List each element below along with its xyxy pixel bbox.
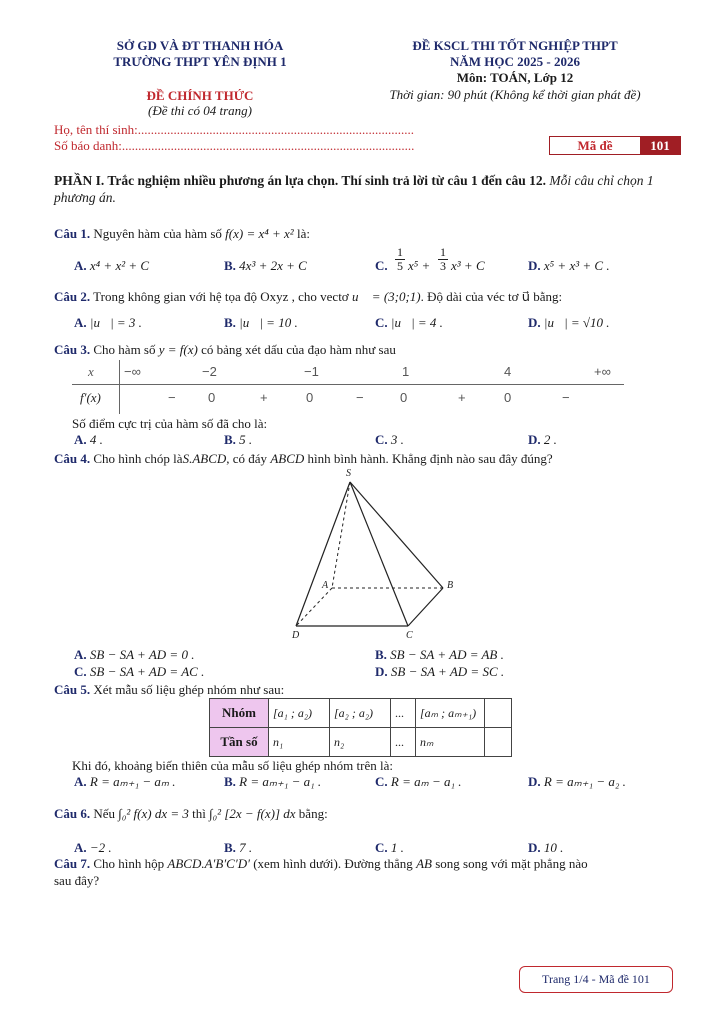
pages-note: (Đề thi có 04 trang) xyxy=(148,103,252,118)
label-c: C xyxy=(406,630,413,640)
q5-option-c[interactable]: C. R = aₘ − a₁ . xyxy=(375,774,462,789)
subject: Môn: TOÁN, Lớp 12 xyxy=(456,70,574,85)
edge-ad xyxy=(296,588,332,626)
department-name: SỞ GD VÀ ĐT THANH HÓA xyxy=(116,38,284,53)
sign-table-divider xyxy=(72,384,624,385)
exam-code-box xyxy=(549,136,681,155)
exam-time: Thời gian: 90 phút (Không kể thời gian phát đề) xyxy=(389,87,641,102)
official-label: ĐỀ CHÍNH THỨC xyxy=(146,88,254,103)
q3-option-b[interactable]: B. 5 . xyxy=(224,432,253,447)
q1-option-b[interactable]: B. 4x³ + 2x + C xyxy=(224,258,307,273)
q5-option-b[interactable]: B. R = aₘ₊₁ − a₁ . xyxy=(224,774,322,789)
q5-option-a[interactable]: A. R = aₘ₊₁ − aₘ . xyxy=(74,774,176,789)
q3-option-c[interactable]: C. 3 . xyxy=(375,432,404,447)
question-4: Câu 4. Cho hình chóp làS.ABCD, có đáy ABCD hình bình hành. Khẳng định nào sau đây đúng? xyxy=(54,451,553,466)
q4-option-c[interactable]: C. SB − SA + AD = AC . xyxy=(74,664,205,679)
q2-option-d[interactable]: D. |u⃗| = √10 . xyxy=(528,315,610,330)
q2-option-b[interactable]: B. |u⃗| = 10 . xyxy=(224,315,298,330)
exam-code-label: Mã đề xyxy=(577,138,613,153)
q1-option-d[interactable]: D. x⁵ + x³ + C . xyxy=(528,258,610,273)
q4-option-d[interactable]: D. SB − SA + AD = SC . xyxy=(375,664,505,679)
sign-table: x f′(x) −∞ −2 −1 1 4 +∞ − 0 + 0 − 0 + 0 − xyxy=(72,360,624,414)
q3-prompt: Số điểm cực trị của hàm số đã cho là: xyxy=(72,416,268,431)
student-name-field[interactable]: Họ, tên thí sinh:..................................................................................... xyxy=(54,122,415,137)
q6-option-d[interactable]: D. 10 . xyxy=(528,840,564,855)
question-1: Câu 1. Nguyên hàm của hàm số f(x) = x⁴ + x² là: xyxy=(54,226,310,241)
question-7: Câu 7. Cho hình hộp ABCD.A′B′C′D′ (xem hình dưới). Đường thẳng AB song song với mặt phẳng nào xyxy=(54,856,588,871)
label-b: B xyxy=(447,580,454,591)
student-id-field[interactable]: Số báo danh:.......................................................................................... xyxy=(54,138,415,153)
q6-option-c[interactable]: C. 1 . xyxy=(375,840,404,855)
label-d: D xyxy=(292,630,300,640)
school-year: NĂM HỌC 2025 - 2026 xyxy=(450,54,580,69)
group-data-table: Nhóm [a₁ ; a₂) [a₂ ; a₂) ... [aₘ ; aₘ₊₁) Tần số n₁ n₂ ... nₘ xyxy=(209,698,512,757)
q5-prompt: Khi đó, khoảng biến thiên của mẫu số liệu ghép nhóm trên là: xyxy=(72,758,393,773)
question-6: Câu 6. Nếu ∫₀² f(x) dx = 3 thì ∫₀² [2x − f(x)] dx bằng: xyxy=(54,806,328,821)
q1-option-a[interactable]: A. x⁴ + x² + C xyxy=(74,258,150,273)
q3-option-a[interactable]: A. 4 . xyxy=(74,432,103,447)
page-footer: Trang 1/4 - Mã đề 101 xyxy=(519,966,673,993)
q6-option-b[interactable]: B. 7 . xyxy=(224,840,253,855)
label-s: S xyxy=(346,468,351,479)
part1-instructions: PHẦN I. Trắc nghiệm nhiều phương án lựa chọn. Thí sinh trả lời từ câu 1 đến câu 12. Mỗi câu chỉ chọn 1 phương án. xyxy=(54,173,654,205)
edge-sb xyxy=(350,482,443,588)
q4-option-a[interactable]: A. SB − SA + AD = 0 . xyxy=(74,647,195,662)
label-a: A xyxy=(322,580,329,591)
q4-option-b[interactable]: B. SB − SA + AD = AB . xyxy=(375,647,504,662)
question-2: Câu 2. Trong không gian với hệ tọa độ Oxyz , cho vectơ u⃗ = (3;0;1). Độ dài của véc tơ u⃗ bằng: xyxy=(54,289,563,304)
q3-option-d[interactable]: D. 2 . xyxy=(528,432,557,447)
exam-code-value: 101 xyxy=(640,137,680,154)
edge-sd xyxy=(296,482,350,626)
edge-cb xyxy=(408,588,443,626)
part1-title: PHẦN I. Trắc nghiệm nhiều phương án lựa chọn. Thí sinh trả lời từ câu 1 đến câu 12. xyxy=(54,173,546,188)
exam-title: ĐỀ KSCL THI TỐT NGHIỆP THPT xyxy=(412,38,618,53)
school-name: TRƯỜNG THPT YÊN ĐỊNH 1 xyxy=(113,54,287,69)
question-7-cont: sau đây? xyxy=(54,873,100,888)
question-5: Câu 5. Xét mẫu số liệu ghép nhóm như sau: xyxy=(54,682,285,697)
edge-sa xyxy=(332,482,350,588)
pyramid-figure xyxy=(280,462,470,640)
sign-table-vline xyxy=(119,360,120,414)
q2-option-a[interactable]: A. |u⃗| = 3 . xyxy=(74,315,142,330)
edge-sc xyxy=(350,482,408,626)
q5-option-d[interactable]: D. R = aₘ₊₁ − a₂ . xyxy=(528,774,626,789)
q2-option-c[interactable]: C. |u⃗| = 4 . xyxy=(375,315,443,330)
question-3: Câu 3. Cho hàm số y = f(x) có bảng xét dấu của đạo hàm như sau xyxy=(54,342,396,357)
q6-option-a[interactable]: A. −2 . xyxy=(74,840,112,855)
